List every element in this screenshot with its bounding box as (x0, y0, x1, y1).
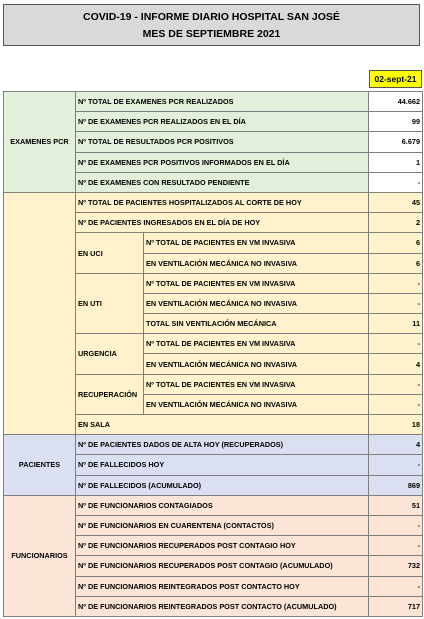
row-label: Nº DE EXAMENES PCR POSITIVOS INFORMADOS EN EL DÍA (76, 152, 369, 172)
row-label: Nº TOTAL DE PACIENTES EN VM INVASIVA (144, 334, 369, 354)
row-label: Nº DE FUNCIONARIOS REINTEGRADOS POST CONTACTO HOY (76, 576, 369, 596)
row-value: - (369, 394, 423, 414)
row-value: 717 (369, 596, 423, 616)
row-value: - (369, 172, 423, 192)
row-value: 6 (369, 233, 423, 253)
subcategory-uti: EN UTI (76, 273, 144, 334)
row-label: Nº TOTAL DE PACIENTES EN VM INVASIVA (144, 233, 369, 253)
row-value: 18 (369, 415, 423, 435)
category-exams: EXAMENES PCR (4, 92, 76, 193)
report-date: 02-sept-21 (369, 70, 422, 88)
row-label: EN VENTILACIÓN MECÁNICA NO INVASIVA (144, 253, 369, 273)
row-label: Nº DE FALLECIDOS (ACUMULADO) (76, 475, 369, 495)
report-table (3, 91, 423, 617)
row-value: - (369, 293, 423, 313)
row-label: Nº DE FUNCIONARIOS REINTEGRADOS POST CONTACTO (ACUMULADO) (76, 596, 369, 616)
row-value: 732 (369, 556, 423, 576)
row-label: EN VENTILACIÓN MECÁNICA NO INVASIVA (144, 293, 369, 313)
row-label: Nº DE FUNCIONARIOS RECUPERADOS POST CONTAGIO (ACUMULADO) (76, 556, 369, 576)
row-value: 51 (369, 495, 423, 515)
row-label: Nº DE EXAMENES PCR REALIZADOS EN EL DÍA (76, 112, 369, 132)
row-label: EN VENTILACIÓN MECÁNICA NO INVASIVA (144, 394, 369, 414)
table-row (4, 92, 423, 112)
row-value: 6 (369, 253, 423, 273)
row-label: Nº DE FUNCIONARIOS EN CUARENTENA (CONTACTOS) (76, 515, 369, 535)
row-label: EN SALA (76, 415, 369, 435)
title-line-2: MES DE SEPTIEMBRE 2021 (142, 28, 281, 40)
row-label: Nº DE PACIENTES DADOS DE ALTA HOY (RECUPERADOS) (76, 435, 369, 455)
subcategory-urgencia: URGENCIA (76, 334, 144, 374)
row-value: - (369, 455, 423, 475)
row-label: Nº TOTAL DE EXAMENES PCR REALIZADOS (76, 92, 369, 112)
subcategory-recuperacion: RECUPERACIÓN (76, 374, 144, 414)
row-label: Nº DE FUNCIONARIOS RECUPERADOS POST CONTAGIO HOY (76, 536, 369, 556)
row-value: 869 (369, 475, 423, 495)
row-value: - (369, 536, 423, 556)
row-label: Nº TOTAL DE RESULTADOS PCR POSITIVOS (76, 132, 369, 152)
row-label: Nº DE EXAMENES CON RESULTADO PENDIENTE (76, 172, 369, 192)
category-funcionarios: FUNCIONARIOS (4, 495, 76, 616)
row-label: Nº TOTAL DE PACIENTES HOSPITALIZADOS AL CORTE DE HOY (76, 192, 369, 212)
row-value: 1 (369, 152, 423, 172)
row-value: 11 (369, 314, 423, 334)
row-value: - (369, 334, 423, 354)
row-value: 6.679 (369, 132, 423, 152)
category-pacientes: PACIENTES (4, 435, 76, 496)
row-value: 44.662 (369, 92, 423, 112)
row-label: Nº DE FUNCIONARIOS CONTAGIADOS (76, 495, 369, 515)
category-hospitalized (4, 192, 76, 434)
row-label: Nº TOTAL DE PACIENTES EN VM INVASIVA (144, 273, 369, 293)
title-line-1: COVID-19 - INFORME DIARIO HOSPITAL SAN JOSÉ (83, 11, 340, 23)
row-value: 4 (369, 354, 423, 374)
row-label: Nº TOTAL DE PACIENTES EN VM INVASIVA (144, 374, 369, 394)
row-value: - (369, 576, 423, 596)
row-label: EN VENTILACIÓN MECÁNICA NO INVASIVA (144, 354, 369, 374)
row-label: Nº DE PACIENTES INGRESADOS EN EL DÍA DE HOY (76, 213, 369, 233)
row-value: 4 (369, 435, 423, 455)
table-row (4, 435, 423, 455)
table-row (4, 192, 423, 212)
row-value: - (369, 515, 423, 535)
row-label: TOTAL SIN VENTILACIÓN MECÁNICA (144, 314, 369, 334)
row-label: Nº DE FALLECIDOS HOY (76, 455, 369, 475)
row-value: 45 (369, 192, 423, 212)
row-value: - (369, 273, 423, 293)
table-row (4, 495, 423, 515)
row-value: - (369, 374, 423, 394)
subcategory-uci: EN UCI (76, 233, 144, 273)
row-value: 2 (369, 213, 423, 233)
row-value: 99 (369, 112, 423, 132)
report-title (3, 4, 420, 46)
